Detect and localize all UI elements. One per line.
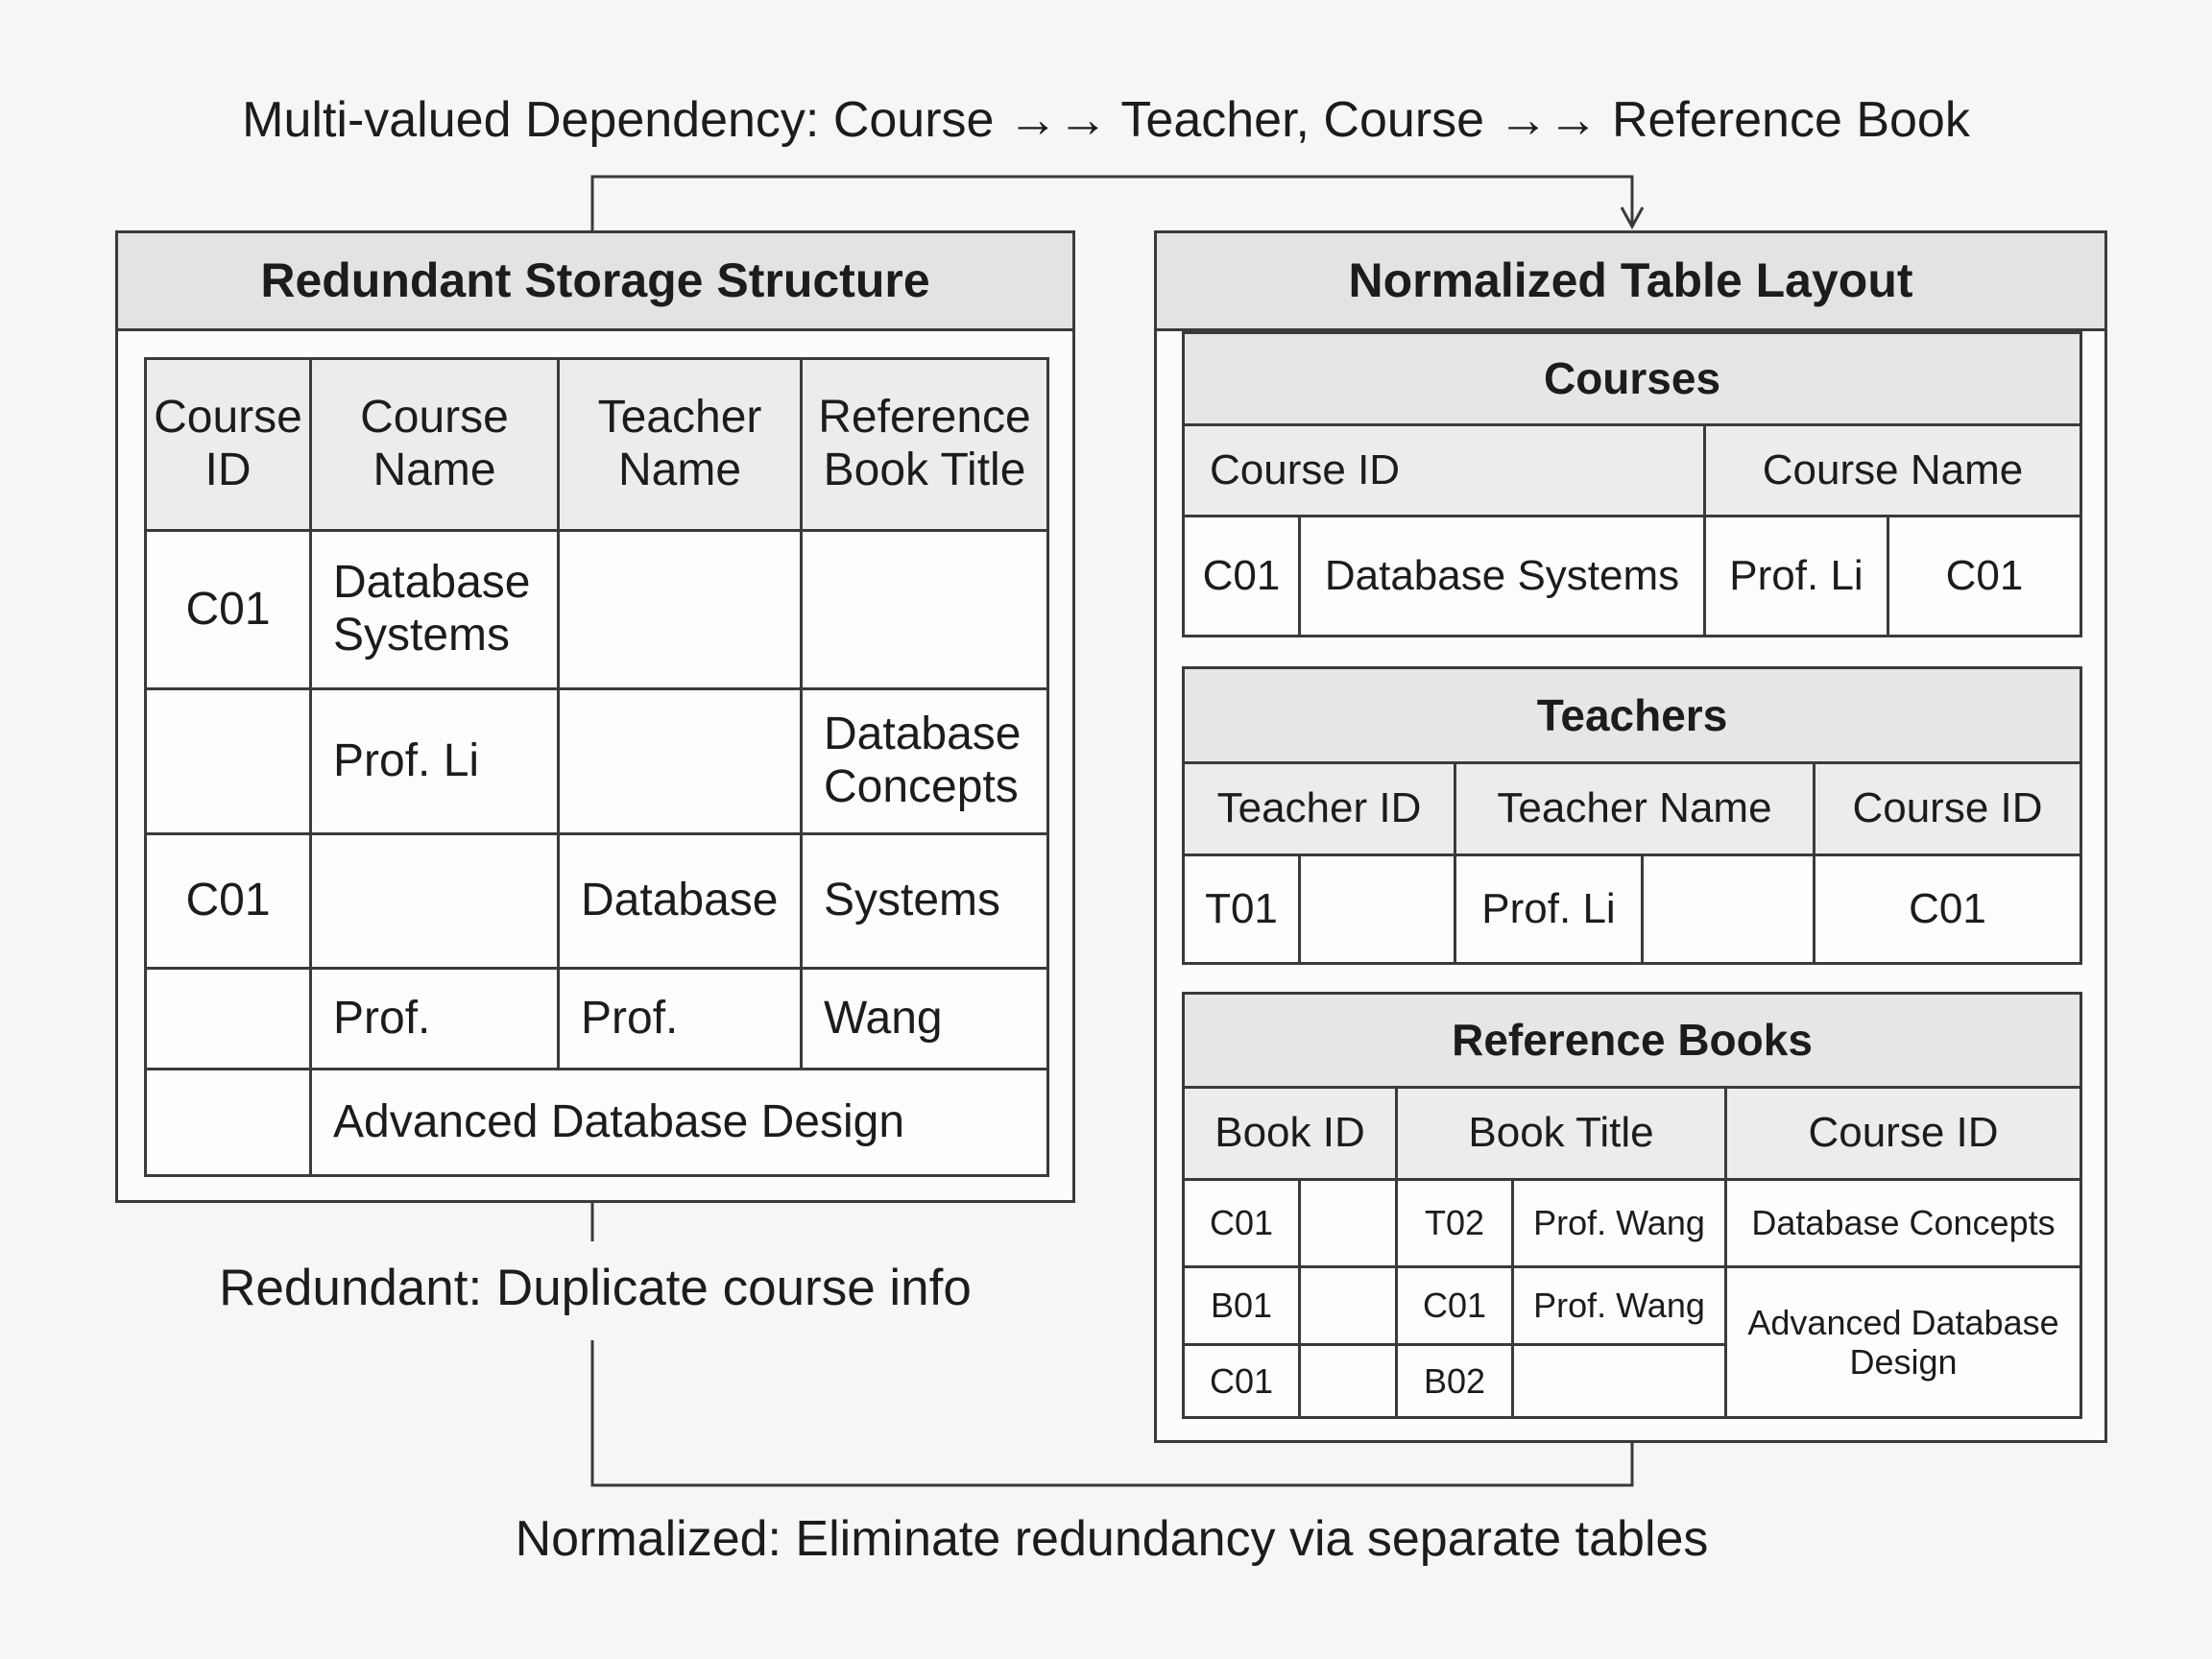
table-cell: Prof. [311,969,559,1070]
table-cell [1513,1345,1726,1418]
redundant-panel [115,230,1075,1203]
table-cell: Wang [802,969,1048,1070]
normalized-heading: Normalized Table Layout [1157,233,2104,331]
redundant-table [144,357,1049,1177]
table-header-row [1184,1088,2081,1180]
header-course-name: Course Name [311,359,559,531]
table-row [146,531,1048,689]
table-cell: C01 [1184,1345,1300,1418]
table-cell [1300,1267,1397,1345]
table-cell [1300,1345,1397,1418]
table-row [146,834,1048,969]
courses-table [1182,331,2082,637]
table-cell: B01 [1184,1267,1300,1345]
table-cell: Systems [802,834,1048,969]
table-cell [1300,1180,1397,1267]
table-cell: Database [559,834,802,969]
header-course-id: Course ID [1815,763,2081,855]
header-reference-book-title: Reference Book Title [802,359,1048,531]
courses-title: Courses [1184,333,2081,425]
header-teacher-name: Teacher Name [1455,763,1815,855]
teachers-table [1182,666,2082,965]
table-cell: T02 [1397,1180,1513,1267]
table-cell: Database Concepts [802,689,1048,834]
table-cell: Prof. Li [1455,855,1643,964]
table-cell [146,689,311,834]
reference-books-title: Reference Books [1184,994,2081,1088]
table-row [1184,1180,2081,1267]
table-cell [146,1070,311,1176]
table-title-row [1184,333,2081,425]
header-course-name: Course Name [1705,425,2081,517]
header-teacher-name: Teacher Name [559,359,802,531]
normalized-caption: Normalized: Eliminate redundancy via separate tables [515,1511,1709,1567]
arrow-head-icon [1622,207,1643,227]
table-row [146,1070,1048,1176]
table-row [1184,855,2081,964]
top-connector-line [592,177,1632,230]
table-cell: T01 [1184,855,1300,964]
table-cell: Prof. Li [1705,517,1888,637]
table-cell: Prof. [559,969,802,1070]
table-header-row [146,359,1048,531]
table-cell [559,689,802,834]
table-cell: Prof. Li [311,689,559,834]
table-cell [802,531,1048,689]
table-cell: C01 [1184,517,1300,637]
header-book-title: Book Title [1397,1088,1726,1180]
redundant-caption: Redundant: Duplicate course info [219,1260,972,1316]
table-cell: C01 [1184,1180,1300,1267]
table-cell: Database Systems [1300,517,1705,637]
teachers-title: Teachers [1184,668,2081,763]
table-cell [559,531,802,689]
header-teacher-id: Teacher ID [1184,763,1455,855]
table-cell: Advanced Database Design [311,1070,1048,1176]
table-cell: C01 [1888,517,2081,637]
table-cell [1643,855,1815,964]
table-cell: Prof. Wang [1513,1267,1726,1345]
table-header-row [1184,425,2081,517]
table-cell: B02 [1397,1345,1513,1418]
table-cell: Prof. Wang [1513,1180,1726,1267]
header-book-id: Book ID [1184,1088,1397,1180]
table-header-row [1184,763,2081,855]
table-cell: Database Concepts [1726,1180,2081,1267]
redundant-heading: Redundant Storage Structure [118,233,1072,331]
header-course-id: Course ID [146,359,311,531]
table-row [1184,517,2081,637]
table-cell: Database Systems [311,531,559,689]
table-title-row [1184,668,2081,763]
table-cell [1300,855,1455,964]
normalized-panel [1154,230,2107,1443]
table-cell: Advanced Database Design [1726,1267,2081,1418]
table-cell [311,834,559,969]
table-cell: C01 [1815,855,2081,964]
table-cell: C01 [146,834,311,969]
diagram-title: Multi-valued Dependency: Course →→ Teacher, Course →→ Reference Book [242,92,1970,148]
table-cell [146,969,311,1070]
reference-books-table [1182,992,2082,1419]
table-row [146,689,1048,834]
table-row [1184,1267,2081,1345]
table-cell: C01 [1397,1267,1513,1345]
table-row [146,969,1048,1070]
header-course-id: Course ID [1184,425,1705,517]
table-title-row [1184,994,2081,1088]
header-course-id: Course ID [1726,1088,2081,1180]
table-cell: C01 [146,531,311,689]
